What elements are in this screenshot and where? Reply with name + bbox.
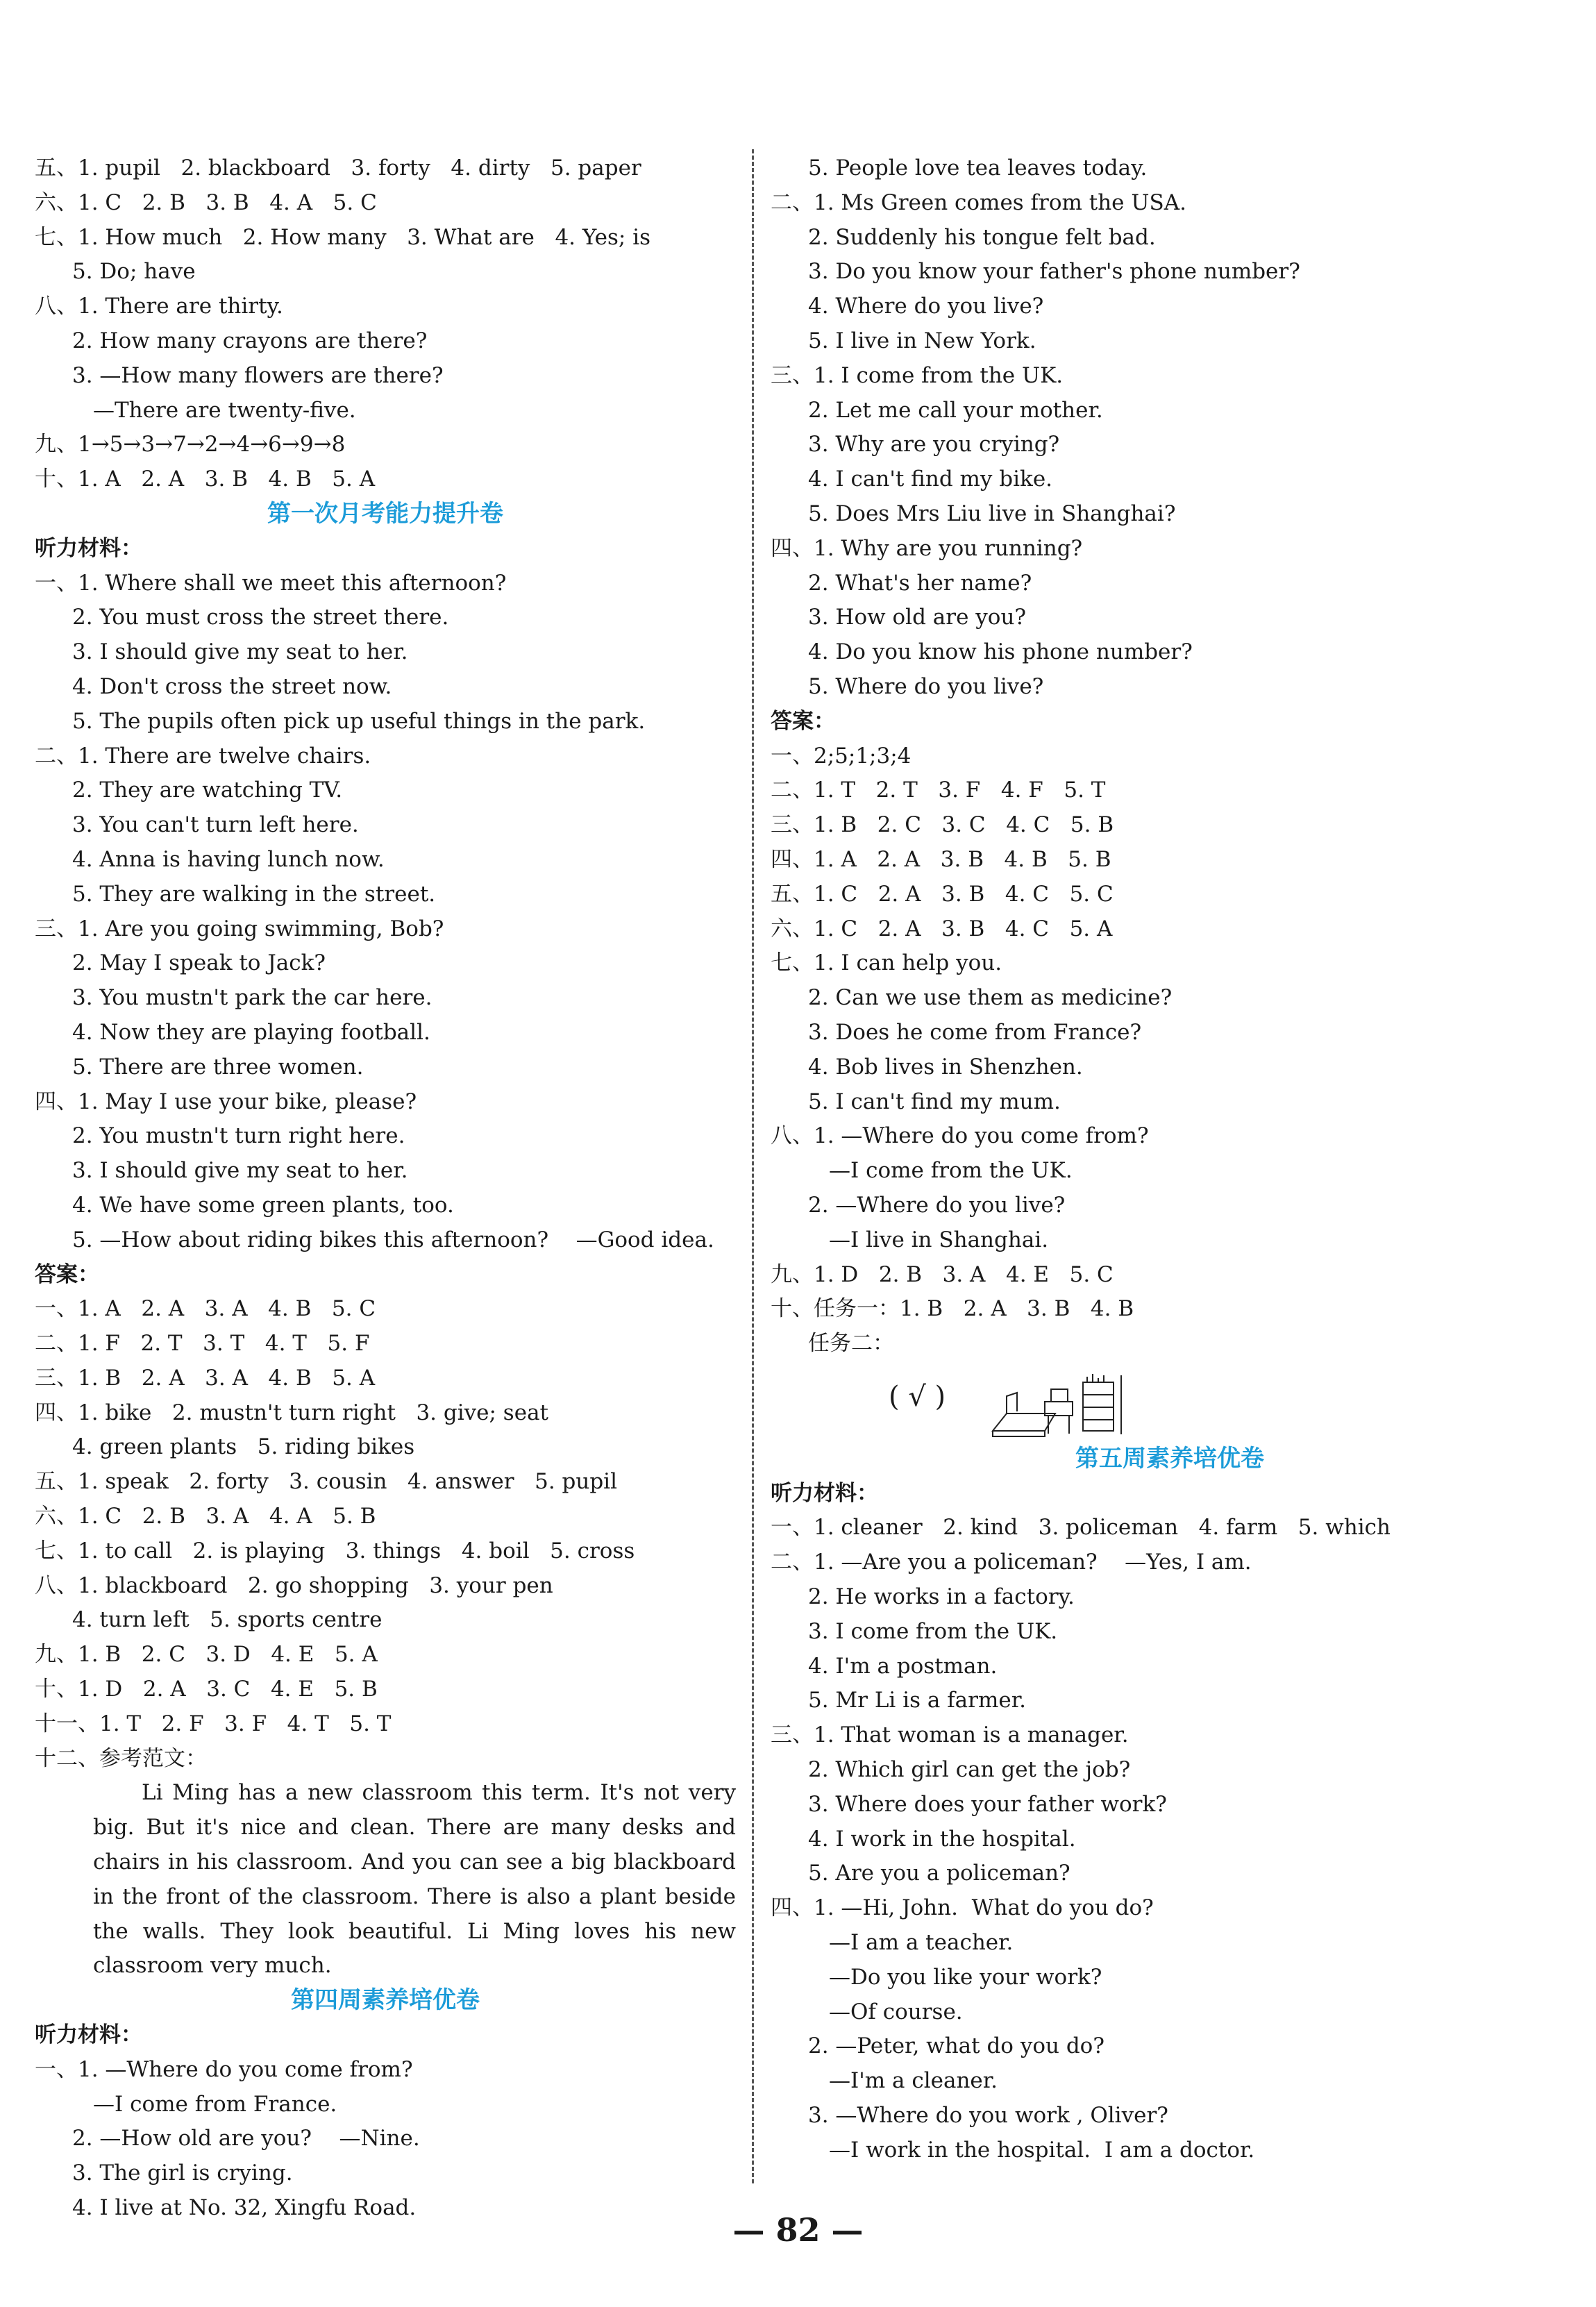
answer-line: 5. Does Mrs Liu live in Shanghai? <box>808 501 1176 526</box>
answer-line: 5. Do; have <box>72 259 196 285</box>
answer-line: —I come from the UK. <box>829 1158 1073 1184</box>
section-label: 答案： <box>35 1261 99 1287</box>
answer-line: 2. Suddenly his tongue felt bad. <box>808 224 1156 250</box>
answer-line: 4. turn left 5. sports centre <box>72 1607 383 1633</box>
check-answer: ( √ ) <box>889 1380 946 1413</box>
answer-line: 2. You must cross the street there. <box>72 605 449 630</box>
answer-line: 2. —Peter, what do you do? <box>808 2033 1104 2059</box>
answer-line: 二、1. F 2. T 3. T 4. T 5. F <box>35 1331 370 1357</box>
answer-line: 2. Let me call your mother. <box>808 397 1103 423</box>
answer-line: 六、1. C 2. B 3. B 4. A 5. C <box>35 190 377 215</box>
answer-line: 3. You can't turn left here. <box>72 812 359 838</box>
sample-essay: Li Ming has a new classroom this term. It's not very big. But it's nice and clean. There are many desks and chairs in his classroom. And you can see a big blackboard in the front of the classroom. There is also a plant beside the walls. They look beautiful. Li Ming loves his new classroom very much. <box>93 1780 736 1979</box>
answer-line: 二、1. —Are you a policeman? —Yes, I am. <box>771 1550 1252 1575</box>
section-label: 答案： <box>771 708 835 734</box>
answer-line: 一、1. A 2. A 3. A 4. B 5. C <box>35 1296 376 1322</box>
answer-line: 3. Where does your father work? <box>808 1791 1167 1817</box>
section-label: 听力材料： <box>771 1480 878 1506</box>
answer-line: —Do you like your work? <box>829 1964 1102 1990</box>
answer-line: 十、任务一：1. B 2. A 3. B 4. B <box>771 1296 1134 1322</box>
bedroom-illustration-icon <box>979 1361 1139 1442</box>
answer-line: 5. —How about riding bikes this afternoon? —Good idea. <box>72 1227 714 1252</box>
answer-line: 2. Can we use them as medicine? <box>808 985 1173 1011</box>
answer-line: 2. He works in a factory. <box>808 1584 1075 1610</box>
answer-line: 3. How old are you? <box>808 605 1027 630</box>
answer-line: 3. The girl is crying. <box>72 2161 293 2186</box>
answer-line: 2. What's her name? <box>808 570 1032 596</box>
column-divider <box>752 149 754 2183</box>
answer-line: 4. green plants 5. riding bikes <box>72 1434 415 1460</box>
answer-line: 九、1→5→3→7→2→4→6→9→8 <box>35 432 346 458</box>
answer-line: 4. Do you know his phone number? <box>808 639 1193 665</box>
answer-line: 四、1. A 2. A 3. B 4. B 5. B <box>771 846 1111 872</box>
answer-line: —Of course. <box>829 1999 963 2024</box>
answer-line: 5. I live in New York. <box>808 328 1036 353</box>
answer-line: 2. You mustn't turn right here. <box>72 1123 405 1149</box>
answer-line: 4. Anna is having lunch now. <box>72 846 385 872</box>
answer-line: 八、1. blackboard 2. go shopping 3. your pen <box>35 1572 553 1598</box>
answer-line: 3. Does he come from France? <box>808 1019 1142 1045</box>
answer-line: 4. Where do you live? <box>808 294 1044 319</box>
answer-line: 四、1. bike 2. mustn't turn right 3. give; seat <box>35 1400 549 1425</box>
page-number: — 82 — <box>732 2211 864 2249</box>
answer-line: 任务二： <box>808 1331 894 1357</box>
answer-line: 2. How many crayons are there? <box>72 328 428 353</box>
answer-line: 十二、参考范文： <box>35 1745 207 1771</box>
answer-line: 六、1. C 2. A 3. B 4. C 5. A <box>771 916 1113 941</box>
answer-line: 三、1. B 2. A 3. A 4. B 5. A <box>35 1365 376 1391</box>
answer-line: 4. Bob lives in Shenzhen. <box>808 1054 1083 1080</box>
answer-line: 三、1. That woman is a manager. <box>771 1722 1129 1748</box>
section-title: 第五周素养培优卷 <box>1075 1444 1264 1473</box>
answer-line: 5. I can't find my mum. <box>808 1089 1061 1114</box>
answer-line: 二、1. There are twelve chairs. <box>35 743 371 769</box>
answer-line: 3. —Where do you work , Oliver? <box>808 2103 1168 2129</box>
answer-line: 4. I live at No. 32, Xingfu Road. <box>72 2195 417 2221</box>
left-column <box>35 151 736 2226</box>
answer-line: —I live in Shanghai. <box>829 1227 1049 1252</box>
answer-line: 三、1. Are you going swimming, Bob? <box>35 916 444 941</box>
answer-line: 4. Now they are playing football. <box>72 1019 430 1045</box>
answer-line: 4. I work in the hospital. <box>808 1826 1076 1852</box>
answer-line: 3. Why are you crying? <box>808 432 1060 458</box>
answer-line: 3. I come from the UK. <box>808 1618 1058 1644</box>
answer-line: 5. They are walking in the street. <box>72 881 436 907</box>
answer-line: 九、1. D 2. B 3. A 4. E 5. C <box>771 1261 1114 1287</box>
answer-line: 2. —Where do you live? <box>808 1192 1066 1218</box>
answer-line: 4. We have some green plants, too. <box>72 1192 454 1218</box>
answer-line: 3. I should give my seat to her. <box>72 1158 408 1184</box>
answer-line: 3. Do you know your father's phone number? <box>808 259 1300 285</box>
answer-line: 七、1. How much 2. How many 3. What are 4. Yes; is <box>35 224 651 250</box>
section-label: 听力材料： <box>35 535 142 561</box>
answer-line: 4. I can't find my bike. <box>808 467 1053 492</box>
answer-line: —I'm a cleaner. <box>829 2068 998 2094</box>
answer-line: 3. —How many flowers are there? <box>72 362 444 388</box>
answer-line: 八、1. There are thirty. <box>35 294 283 319</box>
right-column <box>771 151 1569 2168</box>
answer-line: 5. Mr Li is a farmer. <box>808 1688 1026 1713</box>
answer-line: 一、1. Where shall we meet this afternoon? <box>35 570 507 596</box>
answer-line: 八、1. —Where do you come from? <box>771 1123 1149 1149</box>
answer-line: 四、1. —Hi, John. What do you do? <box>771 1895 1154 1921</box>
answer-line: 七、1. to call 2. is playing 3. things 4. boil 5. cross <box>35 1538 635 1563</box>
answer-line: 三、1. B 2. C 3. C 4. C 5. B <box>771 812 1114 838</box>
answer-line: —There are twenty-five. <box>93 397 356 423</box>
answer-line: 3. I should give my seat to her. <box>72 639 408 665</box>
answer-line: 五、1. pupil 2. blackboard 3. forty 4. dirty 5. paper <box>35 156 641 181</box>
answer-line: —I work in the hospital. I am a doctor. <box>829 2137 1255 2163</box>
answer-line: 3. You mustn't park the car here. <box>72 985 432 1011</box>
answer-line: 十、1. D 2. A 3. C 4. E 5. B <box>35 1677 378 1702</box>
answer-line: 2. —How old are you? —Nine. <box>72 2126 420 2151</box>
section-title: 第一次月考能力提升卷 <box>267 499 503 528</box>
section-label: 听力材料： <box>35 2022 142 2048</box>
answer-line: 2. Which girl can get the job? <box>808 1757 1131 1783</box>
answer-line: 2. May I speak to Jack? <box>72 950 326 976</box>
answer-line: 5. Where do you live? <box>808 673 1044 699</box>
answer-line: 一、2;5;1;3;4 <box>771 743 912 769</box>
answer-line: 5. The pupils often pick up useful things in the park. <box>72 708 646 734</box>
answer-line: 七、1. I can help you. <box>771 950 1002 976</box>
answer-line: 二、1. T 2. T 3. F 4. F 5. T <box>771 778 1106 803</box>
answer-line: 5. Are you a policeman? <box>808 1861 1070 1886</box>
answer-line: —I am a teacher. <box>829 1930 1014 1956</box>
answer-line: 5. There are three women. <box>72 1054 364 1080</box>
answer-line: 一、1. —Where do you come from? <box>35 2056 413 2082</box>
answer-line: 五、1. speak 2. forty 3. cousin 4. answer 5. pupil <box>35 1469 618 1495</box>
answer-line: 十、1. A 2. A 3. B 4. B 5. A <box>35 467 376 492</box>
answer-line: —I come from France. <box>93 2091 337 2117</box>
answer-line: 三、1. I come from the UK. <box>771 362 1064 388</box>
answer-line: 九、1. B 2. C 3. D 4. E 5. A <box>35 1642 378 1668</box>
answer-line: 六、1. C 2. B 3. A 4. A 5. B <box>35 1504 376 1529</box>
task-figure <box>771 1361 1569 1442</box>
answer-line: 五、1. C 2. A 3. B 4. C 5. C <box>771 881 1114 907</box>
answer-line: 十一、1. T 2. F 3. F 4. T 5. T <box>35 1711 392 1736</box>
answer-line: 2. They are watching TV. <box>72 778 343 803</box>
answer-line: 四、1. May I use your bike, please? <box>35 1089 417 1114</box>
answer-line: 四、1. Why are you running? <box>771 535 1083 561</box>
answer-line: 二、1. Ms Green comes from the USA. <box>771 190 1186 215</box>
section-title: 第四周素养培优卷 <box>291 1986 480 2015</box>
answer-line: 4. I'm a postman. <box>808 1653 998 1679</box>
answer-line: 一、1. cleaner 2. kind 3. policeman 4. farm 5. which <box>771 1515 1391 1541</box>
answer-line: 4. Don't cross the street now. <box>72 673 392 699</box>
answer-line: 5. People love tea leaves today. <box>808 156 1148 181</box>
